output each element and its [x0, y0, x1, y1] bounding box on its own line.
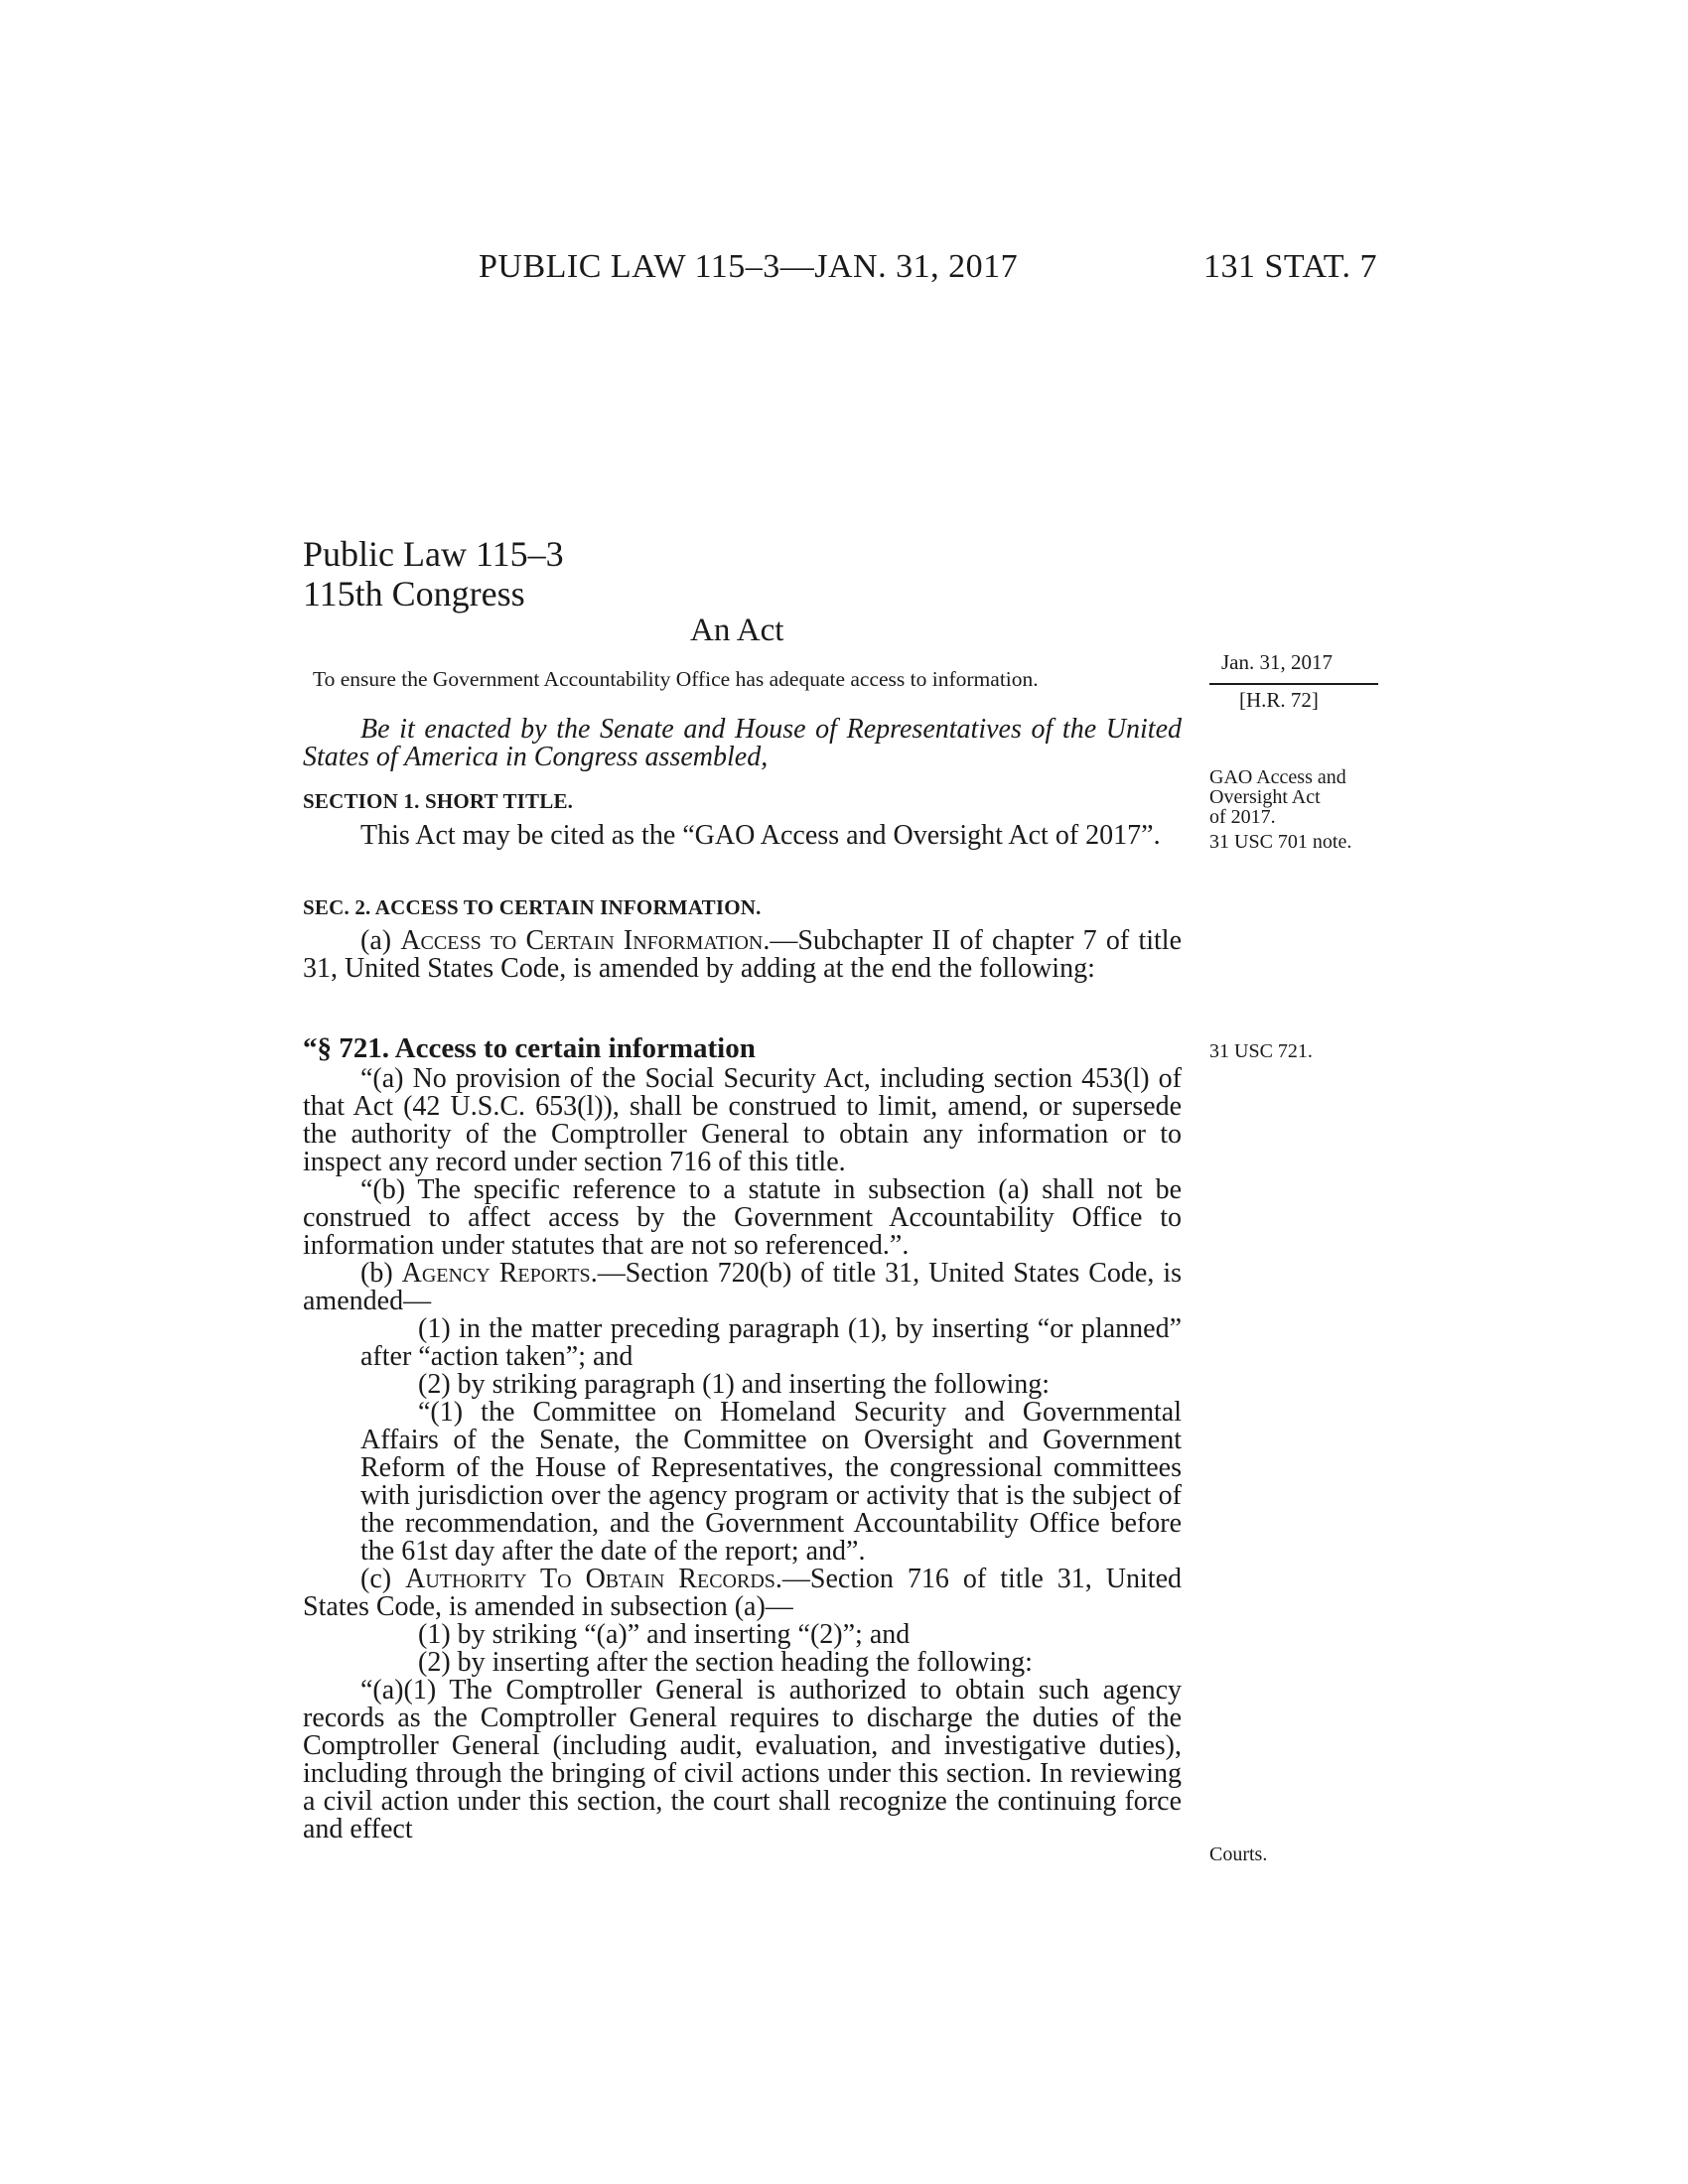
- margin-short-title-line: GAO Access and: [1209, 766, 1346, 788]
- subsection-label: (c): [360, 1564, 406, 1594]
- section-721-a: “(a) No provision of the Social Security Act, including section 453(l) of that Act (42 U.S.C. 653(l)), shall be construed to limit, amend, or supersede the authority of the Comptroller General to obtain any information or to inspect any record under section 716 of this title.: [303, 1063, 1182, 1177]
- subsection-b-quoted-text: “(1) the Committee on Homeland Security and Governmental Affairs of the Senate, the Committee on Oversight and Government Reform of the House of Representatives, the congressional committees with jurisdiction over the agency program or activity that is the subject of the recommendation, and the Government Accountability Office before the 61st day after the date of the report; and”.: [360, 1397, 1182, 1567]
- subsection-b-paragraph-1: (1) in the matter preceding paragraph (1), by inserting “or planned” after “action taken”; and: [360, 1313, 1182, 1372]
- section-1-heading: SECTION 1. SHORT TITLE.: [303, 789, 574, 813]
- subsection-caption: Access to Certain Information: [400, 925, 764, 956]
- subsection-c-quoted-text: “(a)(1) The Comptroller General is authorized to obtain such agency records as the Comptroller General requires to discharge the duties of the Comptroller General (including audit, evaluation, and investigative duties), including through the bringing of civil actions under this section. In reviewing a civil action under this section, the court shall recognize the continuing force and effect: [303, 1675, 1182, 1844]
- subsection-body: .—Section 716 of title 31, United States Code, is amended in subsection (a)—: [303, 1564, 1183, 1622]
- section-1-text: This Act may be cited as the “GAO Access and Oversight Act of 2017”.: [360, 820, 1161, 851]
- subsection-c-paragraph-1: (1) by striking “(a)” and inserting “(2)”; and: [418, 1619, 911, 1650]
- subsection-a-text: [303, 927, 1182, 983]
- enacting-clause: [303, 716, 1182, 771]
- subsection-body: .—Section 720(b) of title 31, United States Code, is amended—: [303, 1258, 1182, 1316]
- subsection-label: (b): [360, 1258, 402, 1289]
- margin-date: Jan. 31, 2017: [1221, 650, 1333, 674]
- section-721-body: [303, 1065, 1182, 1843]
- margin-courts: Courts.: [1209, 1843, 1268, 1865]
- subsection-caption: Agency Reports: [401, 1258, 591, 1289]
- subsection-label: (a): [360, 925, 401, 956]
- subsection-caption: Authority To Obtain Records: [405, 1564, 775, 1594]
- act-title: An Act: [690, 613, 784, 648]
- subsection-body: .—Subchapter II of chapter 7 of title 31, United States Code, is amended by adding at the end the following:: [303, 925, 1182, 984]
- section-2-subsection-a: [303, 927, 1182, 983]
- subsection-c-paragraph-2: (2) by inserting after the section heading the following:: [418, 1647, 1033, 1678]
- subsection-b: [303, 1260, 1182, 1315]
- subsection-b-paragraph-2: (2) by striking paragraph (1) and inserting the following:: [418, 1369, 1051, 1400]
- section-721-b: “(b) The specific reference to a statute in subsection (a) shall not be construed to affect access by the Government Accountability Office to information under statutes that are not so referenced.”.: [303, 1174, 1182, 1261]
- margin-short-title: [1209, 767, 1346, 827]
- margin-short-title-line: Oversight Act: [1209, 786, 1321, 808]
- statutes-citation: 131 STAT. 7: [1203, 248, 1377, 285]
- margin-usc-721: 31 USC 721.: [1209, 1040, 1313, 1062]
- enacting-text: Be it enacted by the Senate and House of Representatives of the United States of America in Congress assembled,: [303, 714, 1182, 772]
- margin-short-title-line: of 2017.: [1209, 806, 1276, 828]
- public-law-number: Public Law 115–3: [303, 534, 564, 574]
- long-title: To ensure the Government Accountability Office has adequate access to information.: [313, 667, 1039, 691]
- running-head: PUBLIC LAW 115–3—JAN. 31, 2017: [479, 248, 1019, 285]
- section-1-body: [303, 822, 1182, 850]
- margin-usc-701: 31 USC 701 note.: [1209, 831, 1352, 853]
- law-designation: [303, 534, 564, 614]
- subsection-c: [303, 1566, 1182, 1621]
- congress-number: 115th Congress: [303, 574, 525, 614]
- margin-bill-number: [H.R. 72]: [1239, 688, 1319, 712]
- section-2-heading: SEC. 2. ACCESS TO CERTAIN INFORMATION.: [303, 895, 762, 919]
- section-721-heading: “§ 721. Access to certain information: [303, 1032, 756, 1064]
- margin-rule: [1209, 683, 1378, 685]
